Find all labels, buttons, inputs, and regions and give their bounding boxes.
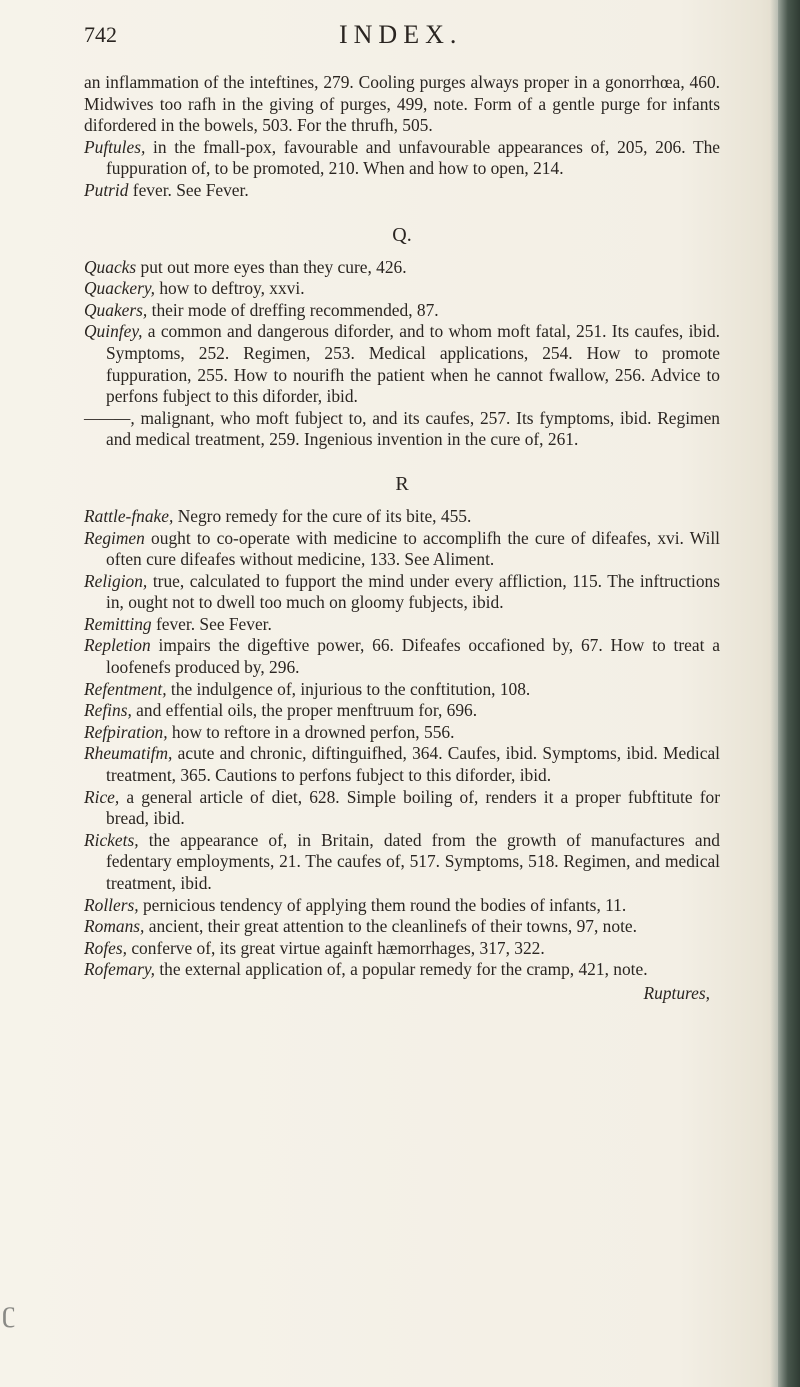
entry-text: and effential oils, the proper menftruum for, 696. [131, 700, 478, 721]
index-entry [84, 830, 720, 895]
index-entry [84, 137, 720, 180]
entry-text: a common and dangerous diforder, and to whom moft fatal, 251. Its caufes, ibid. Symptoms, 252. Regimen, 253. Medical applications, 254. How to promote fuppuration, 255. How to nourifh the patient when he cannot fwallow, 256. Advice to perfons fubject to this diforder, ibid. [106, 321, 720, 407]
entry-text: the indulgence of, injurious to the conftitution, 108. [166, 678, 531, 699]
entry-headword: Refpiration, [84, 721, 168, 742]
index-entry [84, 700, 720, 722]
book-binding-edge [778, 0, 800, 1387]
entry-text: conferve of, its great virtue againft hæmorrhages, 317, 322. [126, 937, 545, 958]
catchword: Ruptures, [643, 982, 710, 1003]
entry-headword: Rheumatifm, [84, 743, 173, 764]
index-entry [84, 528, 720, 571]
entry-headword: Puftules, [84, 136, 146, 157]
section-q [84, 257, 720, 451]
entry-headword: Rofes, [84, 937, 127, 958]
running-head: INDEX. [339, 20, 463, 49]
index-entry [84, 787, 720, 830]
letter-heading-q: Q. [392, 223, 412, 246]
entry-headword: Quackery, [84, 278, 155, 299]
index-entry [84, 278, 720, 300]
index-entry [84, 722, 720, 744]
entry-headword: Remitting [84, 613, 152, 634]
entry-headword: Putrid [84, 179, 129, 200]
index-entry [84, 408, 720, 451]
entry-text: their mode of dreffing recommended, 87. [147, 299, 439, 320]
entry-headword: Romans, [84, 916, 145, 937]
index-entry [84, 614, 720, 636]
entry-headword: Quinfey, [84, 321, 143, 342]
index-entry [84, 321, 720, 407]
entry-headword: Quakers, [84, 299, 148, 320]
index-content [84, 72, 720, 1004]
entry-text: ought to co-operate with medicine to accomplifh the cure of difeafes, xvi. Will often cure difeafes without medicine, 133. See Aliment. [106, 527, 720, 570]
entry-headword: Refentment, [84, 678, 167, 699]
entry-text: in the fmall-pox, favourable and unfavourable appearances of, 205, 206. The fuppuration of, to be promoted, 210. When and how to open, 214. [106, 136, 720, 179]
entry-headword: ———, [84, 407, 135, 428]
entry-headword: Rickets, [84, 829, 139, 850]
entry-text: true, calculated to fupport the mind under every affliction, 115. The inftructions in, ought not to dwell too much on gloomy fubjects, ibid. [106, 570, 720, 613]
index-entry [84, 571, 720, 614]
entry-text: malignant, who moft fubject to, and its caufes, 257. Its fymptoms, ibid. Regimen and medical treatment, 259. Ingenious invention in the cure of, 261. [106, 407, 720, 450]
entry-headword: Repletion [84, 635, 151, 656]
entry-text: put out more eyes than they cure, 426. [136, 256, 407, 277]
entry-text: a general article of diet, 628. Simple boiling of, renders it a proper fubftitute for bread, ibid. [106, 786, 720, 829]
entry-text: acute and chronic, diftinguifhed, 364. Caufes, ibid. Symptoms, ibid. Medical treatment, 365. Cautions to perfons fubject to this diforder, ibid. [106, 743, 720, 786]
page-number: 742 [84, 22, 117, 47]
entry-text: Negro remedy for the cure of its bite, 455. [173, 505, 472, 526]
section-r [84, 506, 720, 981]
entry-text: fever. See Fever. [128, 179, 249, 200]
index-entry [84, 300, 720, 322]
index-entry [84, 743, 720, 786]
entry-text: the appearance of, in Britain, dated from the growth of manufactures and fedentary employments, 21. The caufes of, 517. Symptoms, 518. Regimen, and medical treatment, ibid. [106, 829, 720, 893]
entry-text: the external application of, a popular remedy for the cramp, 421, note. [155, 959, 648, 980]
entry-text: how to deftroy, xxvi. [154, 278, 305, 299]
entry-headword: Rollers, [84, 894, 139, 915]
entry-headword: Regimen [84, 527, 145, 548]
entry-text: an inflammation of the inteftines, 279. Cooling purges always proper in a gonorrhœa, 460. Midwives too rafh in the giving of purges, 499, note. Form of a gentle purge for infants difordered in the bowels, 503. For the thrufh, 505. [84, 72, 720, 136]
index-entry [84, 72, 720, 137]
entry-text: ancient, their great attention to the cleanlinefs of their towns, 97, note. [144, 916, 637, 937]
entry-text: impairs the digeftive power, 66. Difeafes occafioned by, 67. How to treat a loofenefs produced by, 296. [106, 635, 720, 678]
margin-ink-mark: ʗ [2, 1295, 16, 1328]
index-entry [84, 635, 720, 678]
index-entry [84, 895, 720, 917]
entry-headword: Religion, [84, 570, 148, 591]
entry-text: pernicious tendency of applying them round the bodies of infants, 11. [138, 894, 627, 915]
entry-headword: Refins, [84, 700, 132, 721]
index-entry [84, 506, 720, 528]
index-entry [84, 916, 720, 938]
index-entry [84, 180, 720, 202]
page-header [84, 20, 724, 60]
entry-headword: Rattle-fnake, [84, 505, 174, 526]
letter-heading-r: R [395, 472, 409, 495]
entry-text: how to reftore in a drowned perfon, 556. [167, 721, 455, 742]
index-entry [84, 959, 720, 981]
entry-text: fever. See Fever. [151, 613, 272, 634]
section-p [84, 72, 720, 202]
page-gutter-shadow [770, 0, 778, 1387]
entry-headword: Rice, [84, 786, 120, 807]
index-entry [84, 679, 720, 701]
index-entry [84, 938, 720, 960]
entry-headword: Rofemary, [84, 959, 155, 980]
entry-headword: Quacks [84, 256, 137, 277]
index-entry [84, 257, 720, 279]
